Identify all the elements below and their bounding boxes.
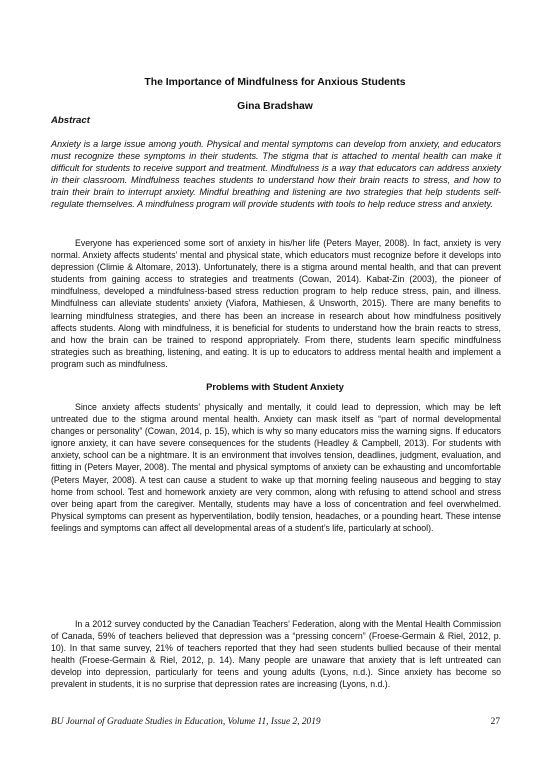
page-number: 27: [490, 717, 500, 727]
author-name: Gina Bradshaw: [237, 101, 313, 112]
footer-journal-citation: BU Journal of Graduate Studies in Education, Volume 11, Issue 2, 2019: [51, 717, 321, 727]
body-paragraph: In a 2012 survey conducted by the Canadian Teachers’ Federation, along with the Mental Health Commission of Canada, 59% of teachers believed that depression was a “pressing concern” (Froese-Germain & Riel, 2012, p. 10). In that same survey, 21% of teachers reported that they had seen students bullied because of their mental health (Froese-Germain & Riel, 2012, p. 14). Many people are unaware that anxiety that is left untreated can develop into depression, particularly for teens and young adults (Lyons, n.d.). Since anxiety has become so prevalent in students, it is no surprise that depression rates are increasing (Lyons, n.d.).: [51, 619, 501, 690]
body-paragraph: Everyone has experienced some sort of anxiety in his/her life (Peters Mayer, 2008). In fact, anxiety is very normal. Anxiety affects students’ mental and physical state, which educators must recognize before it develops into depression (Climie & Altomare, 2013). Unfortunately, there is a stigma around mental health, and that can prevent students from gaining access to strategies and treatments (Cowan, 2014). Kabat-Zin (2003), the pioneer of mindfulness, developed a mindfulness-based stress reduction program to help reduce stress, pain, and illness. Mindfulness can alleviate students’ anxiety (Viafora, Mathiesen, & Unsworth, 2015). There are many benefits to learning mindfulness strategies, and there has been an increase in research about how mindfulness positively affects students. Along with mindfulness, it is beneficial for students to understand how the brain reacts to stress, and how the brain can be trained to respond appropriately. From there, students learn specific mindfulness strategies such as breathing, listening, and eating. It is up to educators to address mental health and implement a program such as mindfulness.: [51, 238, 501, 369]
body-paragraph: Since anxiety affects students’ physically and mentally, it could lead to depression, which may be left untreated due to the stigma around mental health. Anxiety can mask itself as “part of normal developmental changes or personality” (Cowan, 2014, p. 15), which is why so many educators miss the warning signs. If educators ignore anxiety, it can have severe consequences for the students (Headley & Campbell, 2013). For students with anxiety, school can be a nightmare. It is an environment that involves tension, deadlines, judgment, evaluation, and fitting in (Peters Mayer, 2008). The mental and physical symptoms of anxiety can be exhausting and uncomfortable (Peters Mayer, 2008). A test can cause a student to wake up that morning feeling nauseous and begging to stay home from school. Test and homework anxiety are very common, along with refusing to attend school and stress over being apart from the caregiver. Mentally, students may have a loss of concentration and feel overwhelmed. Physical symptoms can present as hyperventilation, bodily tension, headaches, or a pounding heart. These intense feelings and symptoms can affect all developmental areas of a student’s life, particularly at school).: [51, 402, 501, 533]
article-title: The Importance of Mindfulness for Anxious Students: [144, 77, 406, 88]
section-heading: Problems with Student Anxiety: [206, 381, 344, 392]
abstract-text: Anxiety is a large issue among youth. Physical and mental symptoms can develop from anxiety, and educators must recognize these symptoms in their students. The stigma that is attached to mental health can make it difficult for students to receive support and treatment. Mindfulness is a way that educators can address anxiety in their classroom. Mindfulness teaches students to understand how their brain reacts to stress, and how to train their brain to interrupt anxiety. Mindful breathing and listening are two strategies that help students self-regulate themselves. A mindfulness program will provide students with tools to help reduce stress and anxiety.: [51, 139, 501, 210]
abstract-heading: Abstract: [51, 115, 90, 126]
